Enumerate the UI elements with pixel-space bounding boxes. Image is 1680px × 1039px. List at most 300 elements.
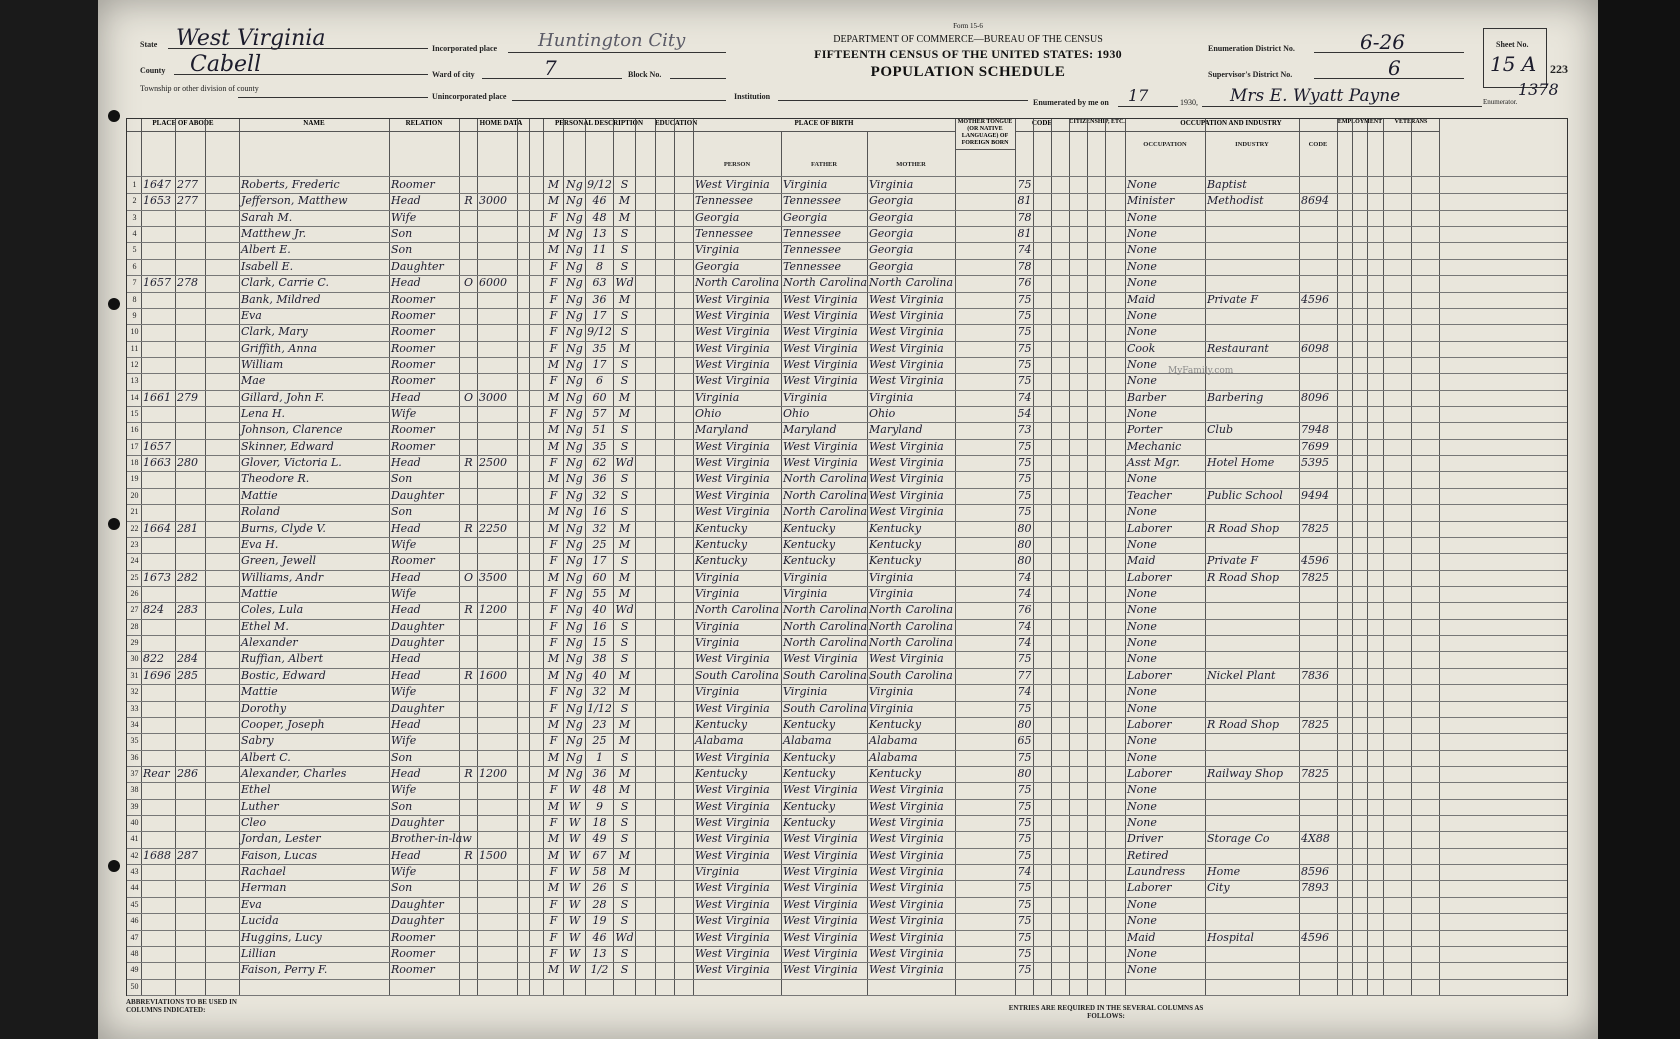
cell-rel: Head — [391, 668, 421, 682]
cell-occ: None — [1127, 783, 1157, 797]
cell-fpob: Kentucky — [783, 717, 836, 731]
cell-name: Alexander, Charles — [241, 766, 347, 780]
cell-ms: S — [620, 619, 629, 633]
punch-hole — [108, 110, 120, 122]
cell-ms: M — [618, 587, 631, 600]
cell-ms: S — [620, 374, 629, 388]
cell-pob: West Virginia — [695, 308, 770, 322]
group-education: EDUCATION — [655, 119, 693, 132]
cell-name: Johnson, Clarence — [241, 423, 343, 437]
cell-ind: R Road Shop — [1207, 570, 1280, 584]
cell-n: 13 — [130, 376, 139, 386]
cell-pob: North Carolina — [695, 603, 780, 617]
cell-ms: S — [620, 881, 629, 895]
cell-sex: M — [547, 832, 560, 846]
cell-rel: Roomer — [391, 341, 435, 355]
cell-sex: M — [547, 570, 560, 584]
cell-ms: S — [620, 227, 629, 241]
cell-pob: West Virginia — [695, 505, 770, 519]
census-row — [127, 815, 1567, 831]
cell-age: 16 — [592, 505, 607, 519]
cell-age: 13 — [592, 946, 607, 960]
cell-ind: Private F — [1207, 292, 1259, 306]
cell-ms: S — [620, 914, 629, 928]
cell-fpob: Tennessee — [783, 227, 841, 241]
cell-pob: West Virginia — [695, 456, 770, 470]
cell-cd: 80 — [1017, 766, 1032, 780]
cell-race: Ng — [566, 619, 583, 633]
cell-pob: West Virginia — [695, 799, 770, 813]
cell-race: Ng — [566, 456, 583, 470]
cell-age: 11 — [592, 243, 607, 257]
cell-cd: 75 — [1017, 652, 1032, 666]
cell-rel: Head — [391, 652, 421, 666]
abbreviations-title: ABBREVIATIONS TO BE USED IN COLUMNS INDICATED: — [126, 998, 237, 1014]
cell-own: R — [464, 766, 473, 780]
cell-sex: M — [547, 521, 560, 535]
cell-own: R — [464, 456, 473, 470]
form-number: Form 15-6 — [953, 22, 983, 30]
sd-value: 6 — [1388, 56, 1401, 80]
cell-dw: 1673 — [143, 570, 171, 584]
cell-name: Cleo — [241, 816, 267, 830]
cell-rel: Son — [391, 750, 413, 764]
cell-own: O — [463, 570, 474, 584]
cell-fpob: North Carolina — [783, 276, 868, 290]
census-row — [127, 684, 1567, 700]
cell-pob: Maryland — [695, 423, 749, 437]
census-row — [127, 701, 1567, 717]
ed-label: Enumeration District No. — [1208, 44, 1295, 53]
cell-occ: Laundress — [1127, 865, 1186, 879]
cell-rel: Daughter — [391, 897, 444, 911]
cell-ms: S — [620, 701, 629, 715]
cell-sex: F — [549, 865, 558, 879]
cell-cd: 81 — [1017, 227, 1032, 241]
cell-mpob: Ohio — [869, 407, 896, 421]
cell-rel: Son — [391, 243, 413, 257]
cell-n: 8 — [132, 294, 137, 304]
group-abode: PLACE OF ABODE — [127, 119, 239, 132]
cell-cd: 65 — [1017, 734, 1032, 748]
cell-n: 43 — [130, 867, 139, 877]
col-mother: MOTHER — [896, 161, 926, 168]
cell-age: 25 — [592, 734, 607, 748]
cell-occ: Barber — [1127, 390, 1166, 404]
cell-fpob: North Carolina — [783, 636, 868, 650]
census-row — [127, 913, 1567, 929]
cell-n: 2 — [132, 196, 137, 206]
cell-mpob: South Carolina — [869, 668, 953, 682]
cell-name: Alexander — [241, 636, 298, 650]
cell-oc: 4596 — [1301, 930, 1329, 944]
cell-pob: Kentucky — [695, 766, 748, 780]
cell-fpob: South Carolina — [783, 701, 867, 715]
cell-mpob: Virginia — [869, 390, 914, 404]
cell-sex: F — [549, 276, 558, 290]
cell-age: 8 — [596, 259, 603, 273]
cell-mpob: West Virginia — [869, 914, 944, 928]
cell-sex: F — [549, 946, 558, 960]
cell-dw: 1696 — [143, 668, 171, 682]
cell-oc: 8596 — [1301, 865, 1329, 879]
cell-own: R — [464, 668, 473, 682]
cell-sex: M — [547, 472, 560, 486]
cell-name: Huggins, Lucy — [241, 930, 322, 944]
cell-rel: Daughter — [391, 816, 444, 830]
cell-mpob: West Virginia — [869, 456, 944, 470]
census-row — [127, 259, 1567, 275]
cell-rel: Wife — [391, 865, 417, 879]
cell-ms: M — [618, 570, 631, 584]
cell-rel: Son — [391, 472, 413, 486]
cell-age: 35 — [592, 341, 607, 355]
cell-race: Ng — [566, 521, 583, 535]
cell-cd: 75 — [1017, 799, 1032, 813]
cell-mpob: West Virginia — [869, 946, 944, 960]
cell-age: 62 — [592, 456, 607, 470]
cell-pob: West Virginia — [695, 816, 770, 830]
cell-mpob: West Virginia — [869, 897, 944, 911]
cell-sex: F — [549, 897, 558, 911]
cell-age: 46 — [592, 194, 607, 208]
cell-cd: 75 — [1017, 178, 1032, 191]
cell-ms: M — [618, 766, 631, 780]
cell-name: Albert E. — [241, 243, 291, 257]
cell-name: Lena H. — [241, 407, 286, 421]
stamp-number: 223 — [1550, 62, 1568, 76]
cell-pob: Ohio — [695, 407, 722, 421]
enumerator-label: Enumerator. — [1483, 98, 1518, 106]
census-row — [127, 537, 1567, 553]
margin-number: 1378 — [1518, 80, 1559, 99]
cell-cd: 74 — [1017, 587, 1032, 600]
cell-name: Roberts, Frederic — [241, 178, 340, 191]
cell-rel: Daughter — [391, 701, 444, 715]
scanner-edge — [1598, 0, 1680, 1039]
census-row — [127, 651, 1567, 667]
cell-mpob: West Virginia — [869, 505, 944, 519]
cell-own: O — [463, 390, 474, 404]
cell-n: 50 — [130, 981, 139, 991]
cell-race: Ng — [566, 750, 583, 764]
census-row — [127, 635, 1567, 651]
cell-ms: S — [620, 488, 629, 502]
cell-race: Ng — [566, 276, 583, 290]
cell-ms: M — [618, 734, 631, 748]
cell-fpob: West Virginia — [783, 456, 858, 470]
cell-val: 2250 — [479, 521, 507, 535]
cell-rel: Head — [391, 603, 421, 617]
cell-ms: Wd — [615, 276, 634, 290]
group-employment: EMPLOYMENT — [1337, 119, 1383, 132]
cell-mpob: West Virginia — [869, 848, 944, 862]
cell-rel: Roomer — [391, 963, 435, 977]
cell-age: 17 — [592, 357, 607, 371]
col-father: FATHER — [810, 161, 838, 168]
cell-mpob: West Virginia — [869, 374, 944, 388]
cell-dw: 1653 — [143, 194, 171, 208]
cell-cd: 78 — [1017, 210, 1032, 224]
cell-race: Ng — [566, 603, 583, 617]
cell-n: 49 — [130, 965, 139, 975]
cell-race: Ng — [566, 554, 583, 568]
cell-age: 9/12 — [587, 325, 612, 339]
cell-occ: Asst Mgr. — [1127, 456, 1181, 470]
cell-age: 1/2 — [590, 963, 609, 977]
cell-cd: 75 — [1017, 472, 1032, 486]
cell-occ: None — [1127, 816, 1157, 830]
cell-n: 42 — [130, 850, 139, 860]
enumerated-day: 17 — [1128, 86, 1149, 105]
cell-ind: Hospital — [1207, 930, 1254, 944]
cell-oc: 4596 — [1301, 292, 1329, 306]
cell-sex: M — [547, 963, 560, 977]
ward-value: 7 — [544, 56, 557, 80]
ed-value: 6-26 — [1360, 30, 1405, 54]
cell-age: 32 — [592, 685, 607, 699]
cell-occ: None — [1127, 210, 1157, 224]
cell-rel: Roomer — [391, 178, 435, 191]
cell-race: Ng — [566, 570, 583, 584]
cell-sex: F — [549, 587, 558, 600]
cell-oc: 7836 — [1301, 668, 1329, 682]
cell-n: 47 — [130, 932, 139, 942]
cell-occ: Retired — [1127, 848, 1169, 862]
cell-rel: Head — [391, 766, 421, 780]
census-row — [127, 586, 1567, 602]
cell-race: Ng — [566, 227, 583, 241]
cell-age: 58 — [592, 865, 607, 879]
block-label: Block No. — [628, 70, 662, 79]
group-occupation: OCCUPATION AND INDUSTRY — [1125, 119, 1337, 132]
cell-dw: 1688 — [143, 848, 171, 862]
cell-name: Bostic, Edward — [241, 668, 326, 682]
cell-pob: West Virginia — [695, 652, 770, 666]
cell-race: W — [568, 946, 581, 960]
cell-sex: M — [547, 505, 560, 519]
cell-mpob: Kentucky — [869, 554, 922, 568]
cell-ind: City — [1207, 881, 1230, 895]
census-row — [127, 880, 1567, 896]
cell-fpob: Georgia — [783, 210, 828, 224]
cell-cd: 78 — [1017, 259, 1032, 273]
cell-sex: M — [547, 178, 560, 191]
cell-name: Green, Jewell — [241, 554, 317, 568]
cell-occ: Laborer — [1127, 570, 1172, 584]
cell-fpob: West Virginia — [783, 374, 858, 388]
cell-name: Mattie — [241, 587, 278, 600]
cell-race: Ng — [566, 685, 583, 699]
schedule-title: POPULATION SCHEDULE — [870, 64, 1066, 80]
cell-fpob: West Virginia — [783, 881, 858, 895]
cell-age: 40 — [592, 668, 607, 682]
cell-rel: Roomer — [391, 946, 435, 960]
cell-occ: Laborer — [1127, 766, 1172, 780]
cell-ms: S — [620, 897, 629, 911]
cell-n: 30 — [130, 654, 139, 664]
cell-sex: M — [547, 881, 560, 895]
census-row — [127, 193, 1567, 209]
cell-pob: Virginia — [695, 685, 740, 699]
cell-rel: Roomer — [391, 554, 435, 568]
department: DEPARTMENT OF COMMERCE—BUREAU OF THE CENSUS — [833, 34, 1103, 45]
cell-n: 9 — [132, 310, 137, 320]
cell-fpob: West Virginia — [783, 292, 858, 306]
cell-mpob: West Virginia — [869, 439, 944, 453]
cell-pob: Georgia — [695, 259, 740, 273]
cell-occ: None — [1127, 407, 1157, 421]
cell-age: 63 — [592, 276, 607, 290]
cell-n: 5 — [132, 245, 137, 255]
cell-cd: 74 — [1017, 570, 1032, 584]
cell-val: 1200 — [479, 766, 507, 780]
cell-race: W — [568, 897, 581, 911]
cell-cd: 75 — [1017, 308, 1032, 322]
census-row — [127, 177, 1567, 193]
cell-sex: M — [547, 243, 560, 257]
cell-age: 60 — [592, 570, 607, 584]
cell-age: 19 — [592, 914, 607, 928]
cell-ms: S — [620, 832, 629, 846]
cell-ind: Baptist — [1207, 178, 1247, 191]
cell-age: 38 — [592, 652, 607, 666]
cell-cd: 75 — [1017, 357, 1032, 371]
cell-fpob: North Carolina — [783, 603, 868, 617]
cell-race: W — [568, 816, 581, 830]
cell-ind: Barbering — [1207, 390, 1264, 404]
cell-name: Ruffian, Albert — [241, 652, 324, 666]
cell-rel: Head — [391, 276, 421, 290]
cell-name: Theodore R. — [241, 472, 310, 486]
cell-mpob: West Virginia — [869, 357, 944, 371]
cell-mpob: West Virginia — [869, 292, 944, 306]
cell-ms: S — [620, 259, 629, 273]
census-row — [127, 504, 1567, 520]
cell-val: 1500 — [479, 848, 507, 862]
cell-n: 26 — [130, 589, 139, 598]
cell-mpob: West Virginia — [869, 930, 944, 944]
cell-fam: 277 — [177, 178, 198, 191]
cell-age: 17 — [592, 308, 607, 322]
cell-mpob: West Virginia — [869, 832, 944, 846]
cell-own: R — [464, 603, 473, 617]
cell-pob: Virginia — [695, 243, 740, 257]
cell-dw: 822 — [143, 652, 164, 666]
col-person: PERSON — [723, 161, 751, 168]
census-row — [127, 799, 1567, 815]
cell-sex: M — [547, 766, 560, 780]
cell-sex: F — [549, 783, 558, 797]
cell-mpob: West Virginia — [869, 881, 944, 895]
cell-cd: 75 — [1017, 750, 1032, 764]
cell-occ: Laborer — [1127, 521, 1172, 535]
col-occupation: OCCUPATION — [1143, 141, 1187, 148]
cell-name: Ethel — [241, 783, 271, 797]
cell-occ: Maid — [1127, 292, 1156, 306]
cell-race: Ng — [566, 472, 583, 486]
cell-pob: Virginia — [695, 865, 740, 879]
cell-race: Ng — [566, 505, 583, 519]
cell-pob: Kentucky — [695, 554, 748, 568]
cell-race: Ng — [566, 374, 583, 388]
cell-oc: 7825 — [1301, 521, 1329, 535]
cell-cd: 80 — [1017, 717, 1032, 731]
cell-cd: 75 — [1017, 848, 1032, 862]
cell-pob: Kentucky — [695, 521, 748, 535]
cell-ms: S — [620, 799, 629, 813]
cell-own: R — [464, 194, 473, 208]
census-row — [127, 471, 1567, 487]
cell-cd: 74 — [1017, 619, 1032, 633]
cell-pob: Tennessee — [695, 227, 753, 241]
cell-n: 31 — [130, 670, 139, 680]
cell-sex: M — [547, 652, 560, 666]
cell-oc: 9494 — [1301, 488, 1329, 502]
cell-mpob: Alabama — [869, 734, 918, 748]
cell-mpob: Georgia — [869, 259, 914, 273]
cell-race: Ng — [566, 325, 583, 339]
cell-ind: R Road Shop — [1207, 717, 1280, 731]
cell-pob: West Virginia — [695, 946, 770, 960]
cell-race: Ng — [566, 587, 583, 600]
cell-n: 33 — [130, 703, 139, 713]
census-row — [127, 308, 1567, 324]
cell-rel: Head — [391, 194, 421, 208]
cell-race: Ng — [566, 488, 583, 502]
cell-occ: Driver — [1127, 832, 1163, 846]
cell-n: 11 — [130, 343, 139, 353]
cell-pob: West Virginia — [695, 930, 770, 944]
cell-dw: 1657 — [143, 439, 171, 453]
cell-oc: 7948 — [1301, 423, 1329, 437]
cell-mpob: West Virginia — [869, 308, 944, 322]
census-row — [127, 570, 1567, 586]
census-sheet — [98, 0, 1598, 1039]
cell-occ: Porter — [1127, 423, 1163, 437]
census-row — [127, 750, 1567, 766]
cell-age: 25 — [592, 537, 607, 551]
cell-name: Mattie — [241, 685, 278, 699]
cell-ms: S — [620, 243, 629, 257]
cell-occ: None — [1127, 472, 1157, 486]
cell-n: 41 — [130, 834, 139, 844]
cell-fpob: West Virginia — [783, 783, 858, 797]
census-row — [127, 602, 1567, 618]
cell-sex: M — [547, 227, 560, 241]
cell-race: W — [568, 963, 581, 977]
county-label: County — [140, 66, 166, 75]
cell-sex: F — [549, 734, 558, 748]
cell-cd: 73 — [1017, 423, 1032, 437]
cell-pob: Tennessee — [695, 194, 753, 208]
cell-name: Glover, Victoria L. — [241, 456, 342, 470]
cell-mpob: Virginia — [869, 685, 914, 699]
cell-age: 48 — [592, 783, 607, 797]
cell-occ: None — [1127, 357, 1157, 371]
cell-name: Eva — [241, 308, 262, 322]
cell-occ: None — [1127, 603, 1157, 617]
cell-pob: Alabama — [695, 734, 744, 748]
cell-ms: M — [618, 292, 631, 306]
cell-name: Dorothy — [241, 701, 287, 715]
cell-fam: 279 — [177, 390, 198, 404]
cell-occ: None — [1127, 963, 1157, 977]
census-row — [127, 488, 1567, 504]
cell-ms: S — [620, 423, 629, 437]
cell-name: Gillard, John F. — [241, 390, 325, 404]
census-row — [127, 292, 1567, 308]
